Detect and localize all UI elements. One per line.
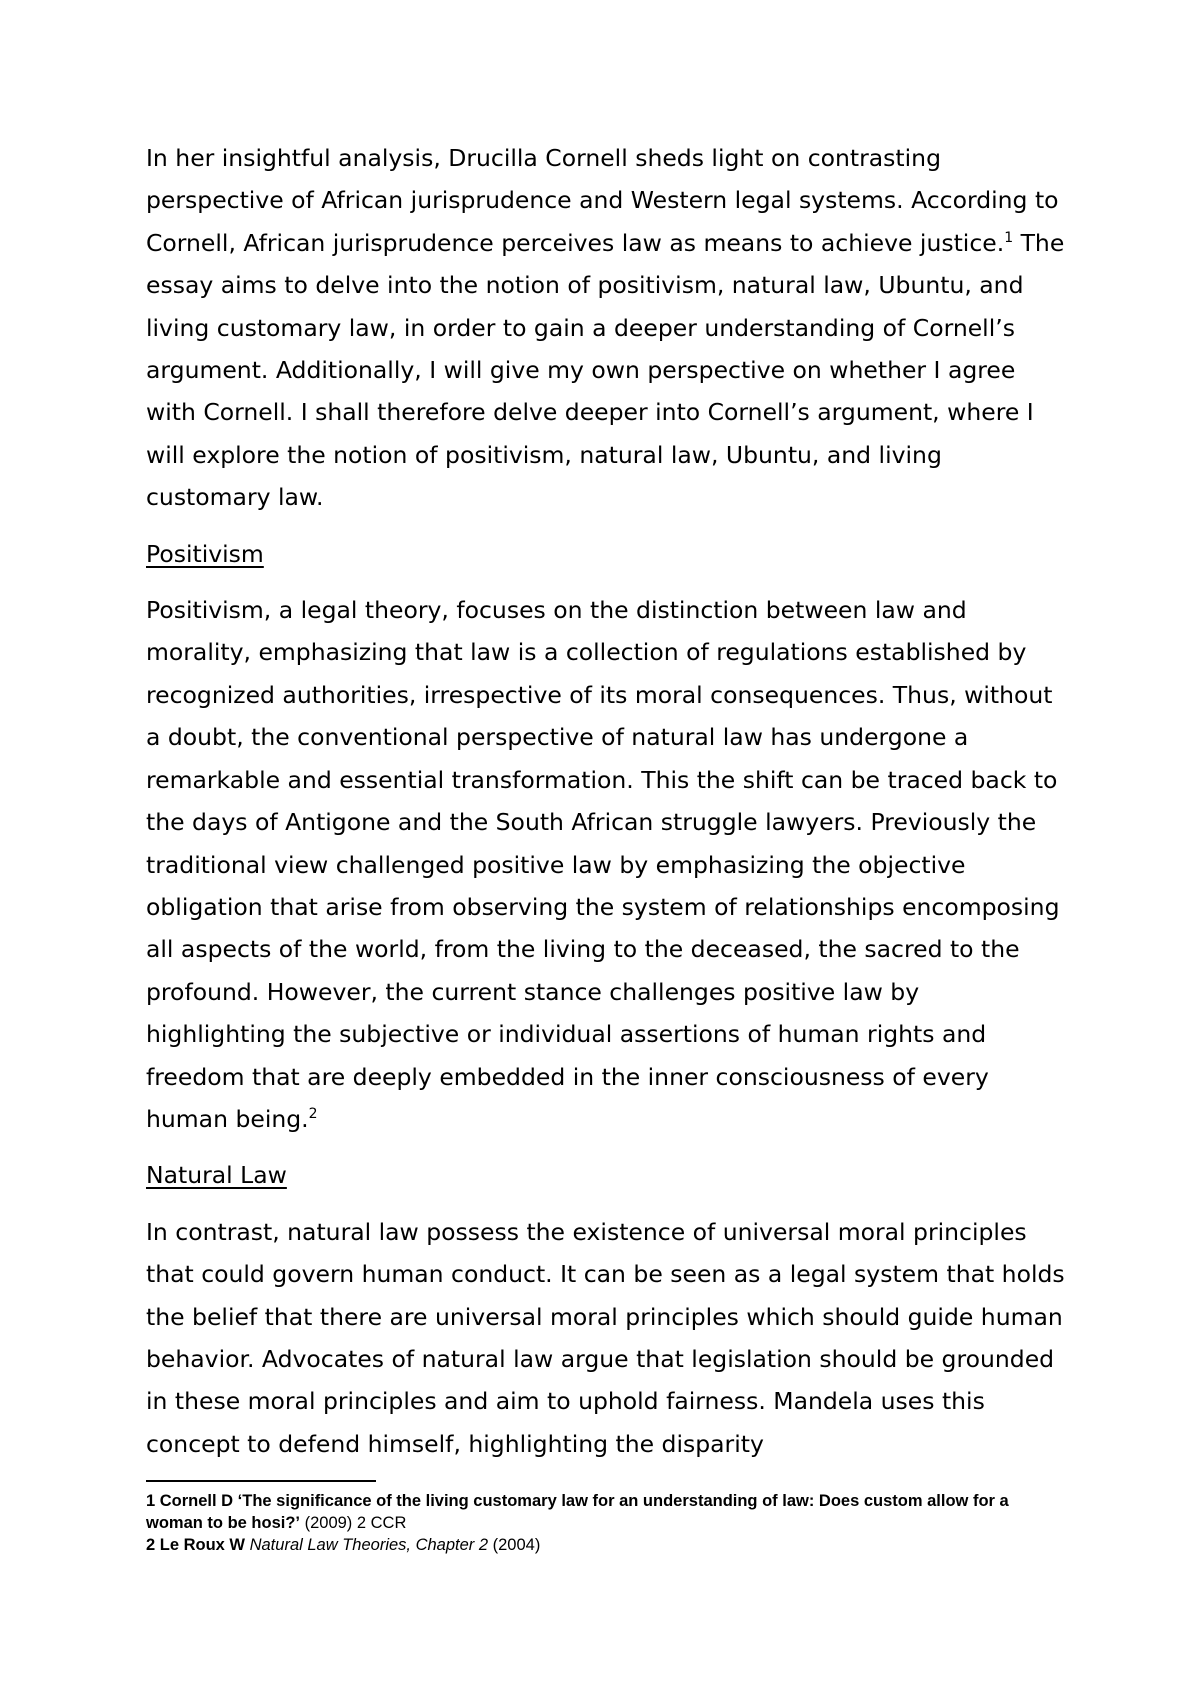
positivism-text: Positivism, a legal theory, focuses on the distinction between law and morality, emphasizing that law is a collection of regulations established by recognized authorities, irrespective of its moral consequences. Thus, without a doubt, the conventional perspective of natural law has undergone a remarkable and essential transformation. This the shift can be traced back to the days of Antigone and the South African struggle lawyers. Previously the traditional view challenged positive law by emphasizing the objective obligation that arise from observing the system of relationships encomposing all aspects of the world, from the living to the deceased, the sacred to the profound. However, the current stance challenges positive law by highlighting the subjective or individual assertions of human rights and freedom that are deeply embedded in the inner consciousness of every human being.: [146, 596, 1060, 1133]
footnote-2-year: (2004): [488, 1536, 541, 1554]
footnote-1: [146, 1490, 1066, 1534]
intro-paragraph: [146, 137, 1066, 519]
heading-positivism: Positivism: [146, 539, 264, 568]
footnote-2: [146, 1534, 1066, 1556]
natural-law-text: In contrast, natural law possess the existence of universal moral principles that could govern human conduct. It can be seen as a legal system that holds the belief that there are universal moral principles which should guide human behavior. Advocates of natural law argue that legislation should be grounded in these moral principles and aim to uphold fairness. Mandela uses this concept to defend himself, highlighting the disparity: [146, 1217, 1065, 1458]
footnote-ref-2[interactable]: 2: [308, 1106, 318, 1123]
natural-law-paragraph: [146, 1211, 1066, 1465]
footnote-1-source: (2009) 2 CCR: [300, 1514, 407, 1532]
footnotes: [146, 1490, 1066, 1556]
footnote-2-title: Natural Law Theories, Chapter 2: [249, 1536, 489, 1554]
footnote-1-citation: 1 Cornell D ‘The significance of the living customary law for an understanding of law: Does custom allow for a woman to be hosi?’: [146, 1492, 1009, 1532]
intro-text-part2: The essay aims to delve into the notion of positivism, natural law, Ubuntu, and living customary law, in order to gain a deeper understanding of Cornell’s argument. Additionally, I will give my own perspective on whether I agree with Cornell. I shall therefore delve deeper into Cornell’s argument, where I will explore the notion of positivism, natural law, Ubuntu, and living customary law.: [146, 228, 1065, 512]
footnote-ref-1[interactable]: 1: [1004, 229, 1014, 246]
heading-natural-law: Natural Law: [146, 1161, 287, 1190]
footnote-2-author: 2 Le Roux W: [146, 1536, 250, 1554]
positivism-paragraph: [146, 589, 1066, 1140]
document-body: [146, 137, 1066, 1479]
footnote-separator: [146, 1480, 376, 1482]
intro-text-part1: In her insightful analysis, Drucilla Cornell sheds light on contrasting perspective of African jurisprudence and Western legal systems. According to Cornell, African jurisprudence perceives law as means to achieve justice.: [146, 144, 1059, 257]
